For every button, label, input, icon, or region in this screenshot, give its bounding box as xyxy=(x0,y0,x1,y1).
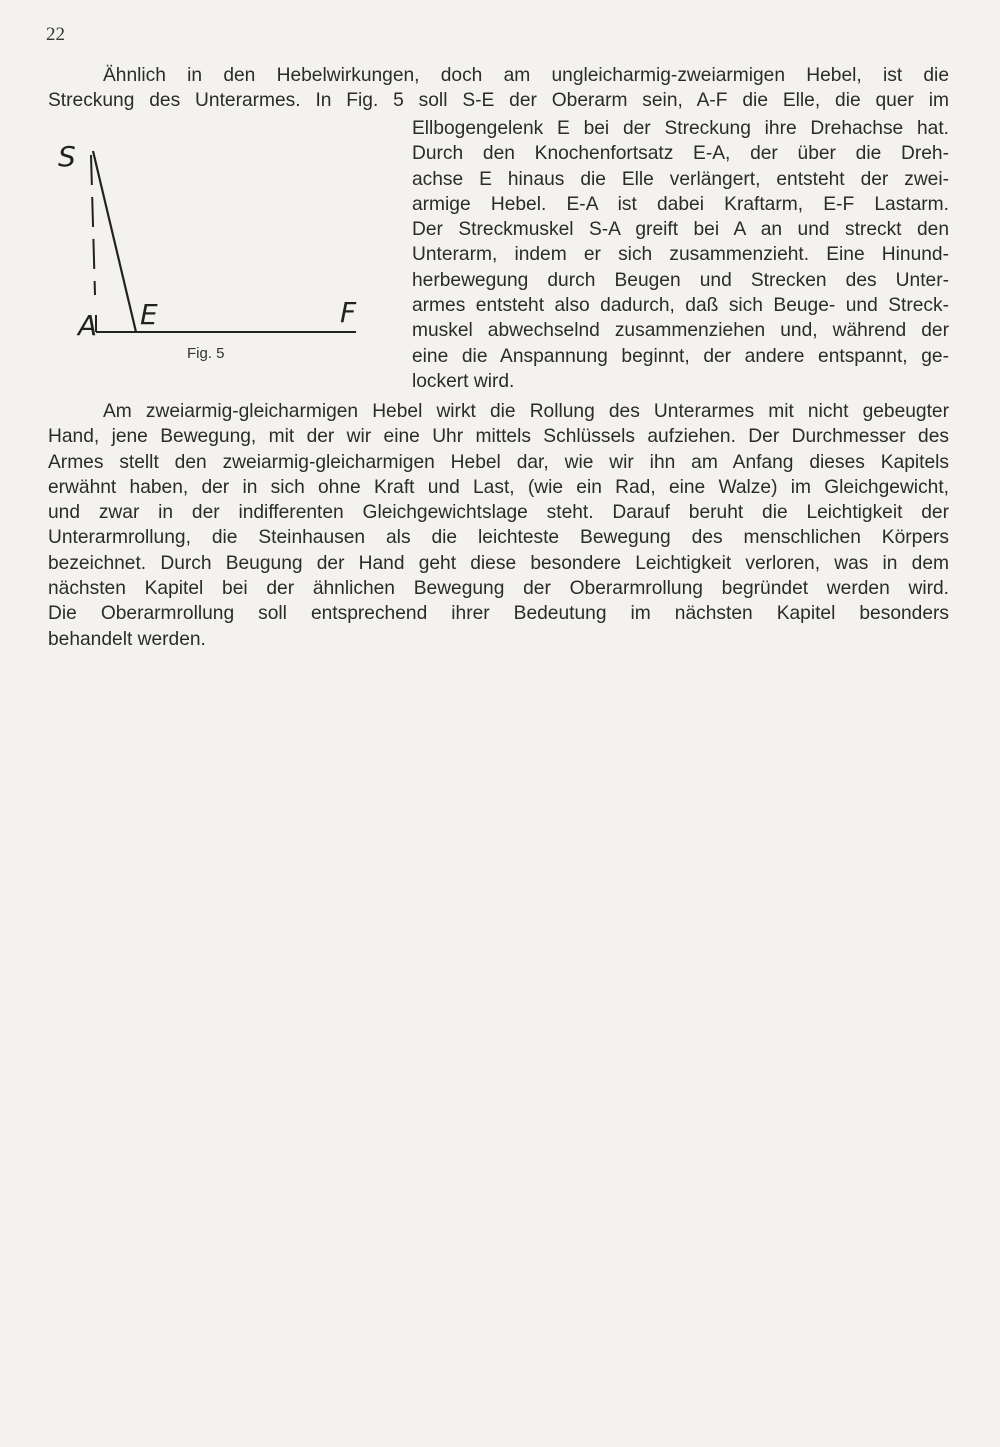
figure-label-e: E xyxy=(140,298,158,331)
text-line: und zwar in der indifferenten Gleichgewichtslage steht. Darauf beruht die Leichtigkeit der xyxy=(48,502,949,524)
text-line: eine die Anspannung beginnt, der andere entspannt, ge- xyxy=(412,345,949,367)
text-line: armige Hebel. E-A ist dabei Kraftarm, E-F Lastarm. xyxy=(412,193,949,215)
text-line: Durch den Knochenfortsatz E-A, der über die Dreh- xyxy=(412,143,949,165)
text-line: bezeichnet. Durch Beugung der Hand geht diese besondere Leichtigkeit verloren, was in dem xyxy=(48,552,949,574)
text-line: behandelt werden. xyxy=(48,628,206,650)
text-line: Am zweiarmig-gleicharmigen Hebel wirkt die Rollung des Unterarmes mit nicht gebeugter xyxy=(103,401,949,422)
text-line: Armes stellt den zweiarmig-gleicharmigen Hebel dar, wie wir ihn am Anfang dieses Kapitels xyxy=(48,451,949,473)
text-line: Die Oberarmrollung soll entsprechend ihrer Bedeutung im nächsten Kapitel besonders xyxy=(48,603,949,625)
text-line: erwähnt haben, der in sich ohne Kraft und Last, (wie ein Rad, eine Walze) im Gleichgewicht, xyxy=(48,476,949,498)
figure-caption: Fig. 5 xyxy=(187,345,225,362)
figure-5 xyxy=(50,135,380,375)
text-line: herbewegung durch Beugen und Strecken des Unter- xyxy=(412,269,949,291)
figure-label-s: S xyxy=(58,140,76,173)
figure-label-a: A xyxy=(78,309,98,342)
text-line: Hand, jene Bewegung, mit der wir eine Uhr mittels Schlüssels aufziehen. Der Durchmesser des xyxy=(48,426,949,448)
text-line: Ähnlich in den Hebelwirkungen, doch am ungleicharmig-zweiarmigen Hebel, ist die xyxy=(103,65,949,86)
text-line: Unterarmrollung, die Steinhausen als die leichteste Bewegung des menschlichen Körpers xyxy=(48,527,949,549)
text-line: lockert wird. xyxy=(412,370,515,392)
text-line: Unterarm, indem er sich zusammenzieht. Eine Hinund- xyxy=(412,244,949,266)
text-line: Streckung des Unterarmes. In Fig. 5 soll S-E der Oberarm sein, A-F die Elle, die quer im xyxy=(48,90,949,112)
paragraph-1-wrapped xyxy=(412,116,949,394)
muscle-line-s-a xyxy=(91,155,95,295)
paragraph-1-full-width xyxy=(48,63,949,114)
page-number: 22 xyxy=(46,24,65,45)
figure-label-f: F xyxy=(340,296,357,329)
text-line: achse E hinaus die Elle verlängert, entsteht der zwei- xyxy=(412,168,949,190)
text-line: muskel abwechselnd zusammenziehen und, während der xyxy=(412,320,949,342)
text-line: Ellbogengelenk E bei der Streckung ihre Drehachse hat. xyxy=(412,118,949,139)
text-line: nächsten Kapitel bei der ähnlichen Bewegung der Oberarmrollung begründet werden wird. xyxy=(48,578,949,600)
lever-diagram xyxy=(50,135,380,375)
text-line: armes entsteht also dadurch, daß sich Beuge- und Streck- xyxy=(412,295,949,317)
text-line: Der Streckmuskel S-A greift bei A an und streckt den xyxy=(412,219,949,241)
upper-arm-line-s-e xyxy=(93,151,136,332)
paragraph-2 xyxy=(48,399,949,652)
